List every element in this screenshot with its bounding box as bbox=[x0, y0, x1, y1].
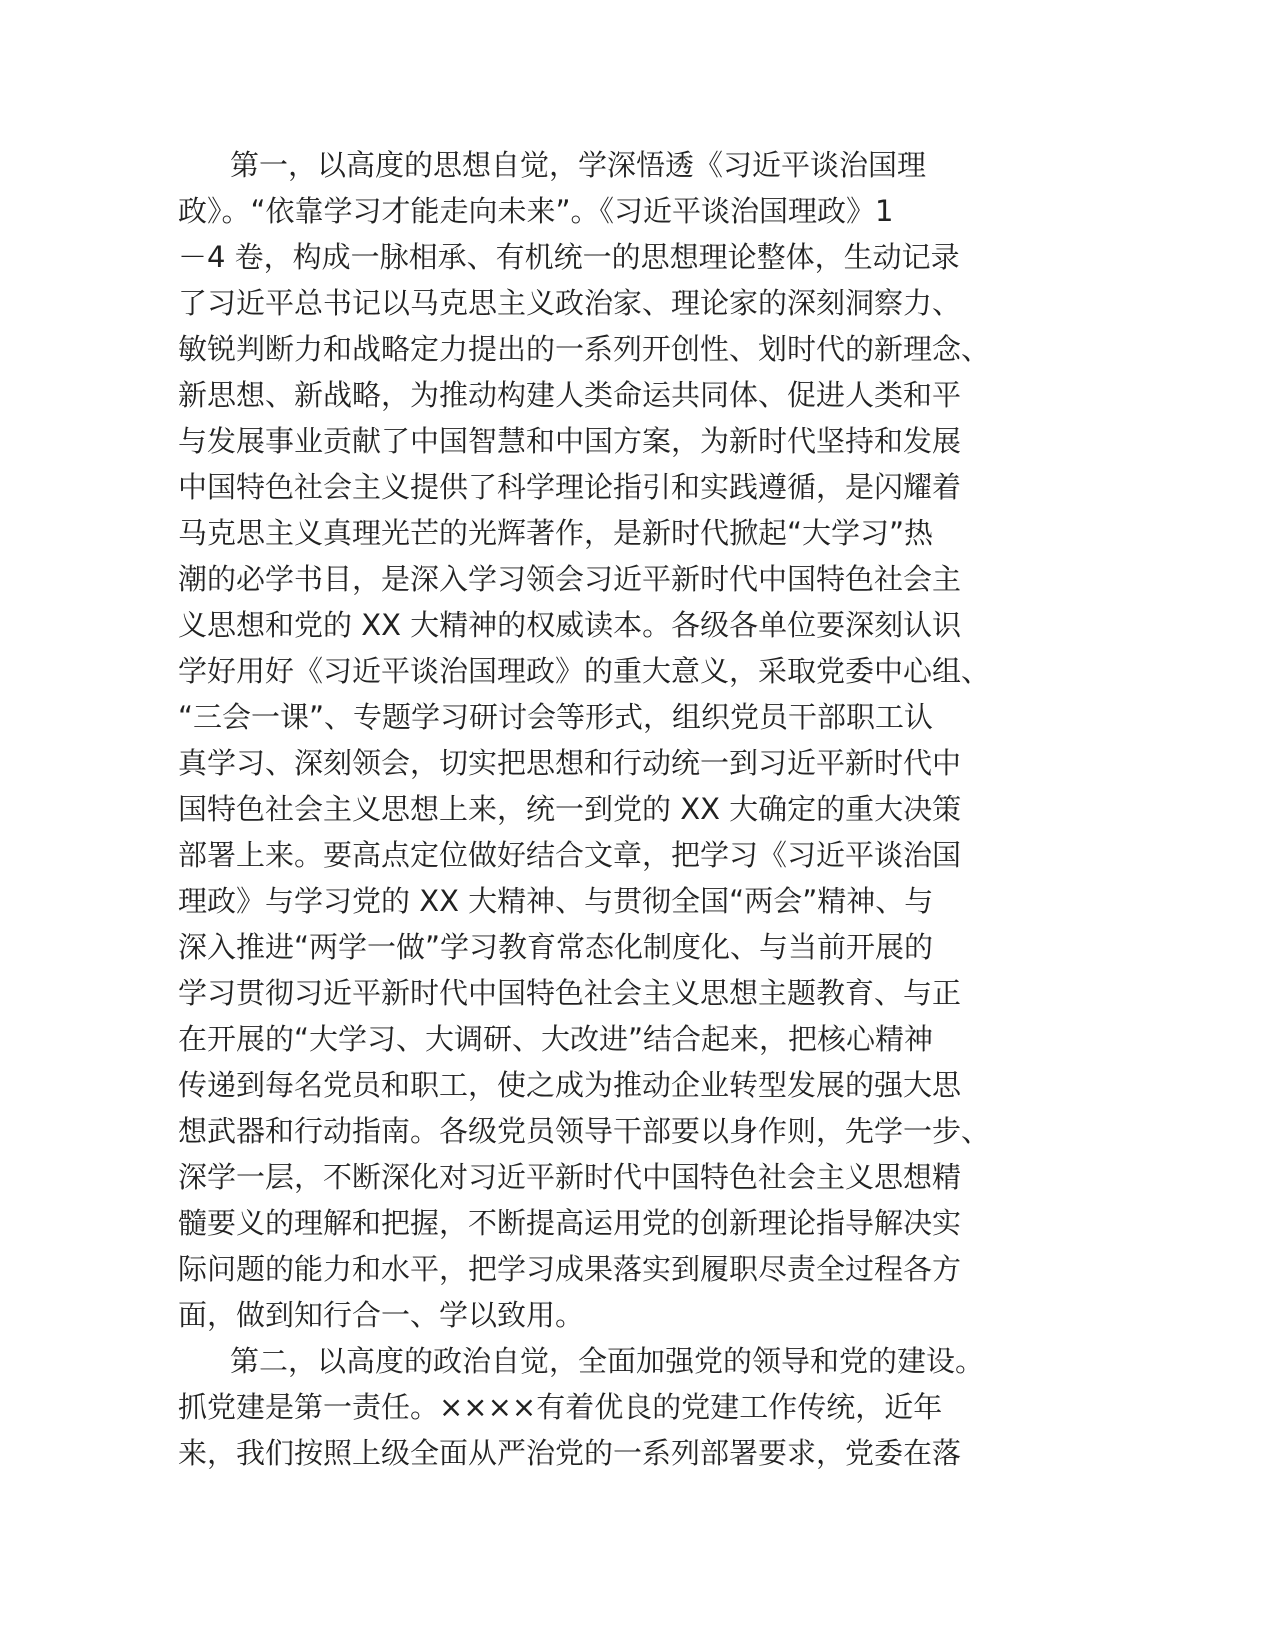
paragraph-1-line-18: 深入推进“两学一做”学习教育常态化制度化、与当前开展的 bbox=[178, 930, 934, 964]
paragraph-1-line-1: 第一，以高度的思想自觉，学深悟透《习近平谈治国理 bbox=[230, 148, 927, 182]
document-body bbox=[178, 142, 1058, 1476]
paragraph-1-line-16: 部署上来。要高点定位做好结合文章，把学习《习近平谈治国 bbox=[178, 838, 962, 872]
paragraph-1-line-2: 政》。“依靠学习才能走向未来”。《习近平谈治国理政》1 bbox=[178, 194, 894, 228]
paragraph-2-line-1: 第二，以高度的政治自觉，全面加强党的领导和党的建设。 bbox=[230, 1344, 985, 1378]
paragraph-1-line-23: 深学一层，不断深化对习近平新时代中国特色社会主义思想精 bbox=[178, 1160, 962, 1194]
paragraph-1-line-4: 了习近平总书记以马克思主义政治家、理论家的深刻洞察力、 bbox=[178, 286, 962, 320]
paragraph-1-line-24: 髓要义的理解和把握，不断提高运用党的创新理论指导解决实 bbox=[178, 1206, 962, 1240]
paragraph-1-line-14: 真学习、深刻领会，切实把思想和行动统一到习近平新时代中 bbox=[178, 746, 962, 780]
paragraph-1-line-5: 敏锐判断力和战略定力提出的一系列开创性、划时代的新理念、 bbox=[178, 332, 991, 366]
paragraph-2-line-2: 抓党建是第一责任。××××有着优良的党建工作传统，近年 bbox=[178, 1390, 943, 1424]
paragraph-1-line-19: 学习贯彻习近平新时代中国特色社会主义思想主题教育、与正 bbox=[178, 976, 962, 1010]
paragraph-1-line-12: 学好用好《习近平谈治国理政》的重大意义，采取党委中心组、 bbox=[178, 654, 991, 688]
paragraph-1-line-13: “三会一课”、专题学习研讨会等形式，组织党员干部职工认 bbox=[178, 700, 934, 734]
paragraph-1-line-8: 中国特色社会主义提供了科学理论指引和实践遵循，是闪耀着 bbox=[178, 470, 962, 504]
paragraph-1-line-17: 理政》与学习党的 XX 大精神、与贯彻全国“两会”精神、与 bbox=[178, 884, 934, 918]
paragraph-1-line-26: 面，做到知行合一、学以致用。 bbox=[178, 1298, 585, 1332]
paragraph-1-line-22: 想武器和行动指南。各级党员领导干部要以身作则，先学一步、 bbox=[178, 1114, 991, 1148]
paragraph-1-line-6: 新思想、新战略，为推动构建人类命运共同体、促进人类和平 bbox=[178, 378, 962, 412]
paragraph-1-line-3: －4 卷，构成一脉相承、有机统一的思想理论整体，生动记录 bbox=[178, 240, 960, 274]
paragraph-1-line-25: 际问题的能力和水平，把学习成果落实到履职尽责全过程各方 bbox=[178, 1252, 962, 1286]
paragraph-1-line-15: 国特色社会主义思想上来，统一到党的 XX 大确定的重大决策 bbox=[178, 792, 962, 826]
paragraph-1-line-10: 潮的必学书目，是深入学习领会习近平新时代中国特色社会主 bbox=[178, 562, 962, 596]
paragraph-1-line-11: 义思想和党的 XX 大精神的权威读本。各级各单位要深刻认识 bbox=[178, 608, 962, 642]
paragraph-1-line-21: 传递到每名党员和职工，使之成为推动企业转型发展的强大思 bbox=[178, 1068, 962, 1102]
paragraph-2-line-3: 来，我们按照上级全面从严治党的一系列部署要求，党委在落 bbox=[178, 1436, 962, 1470]
paragraph-1-line-20: 在开展的“大学习、大调研、大改进”结合起来，把核心精神 bbox=[178, 1022, 934, 1056]
paragraph-1-line-7: 与发展事业贡献了中国智慧和中国方案，为新时代坚持和发展 bbox=[178, 424, 962, 458]
paragraph-1-line-9: 马克思主义真理光芒的光辉著作，是新时代掀起“大学习”热 bbox=[178, 516, 934, 550]
